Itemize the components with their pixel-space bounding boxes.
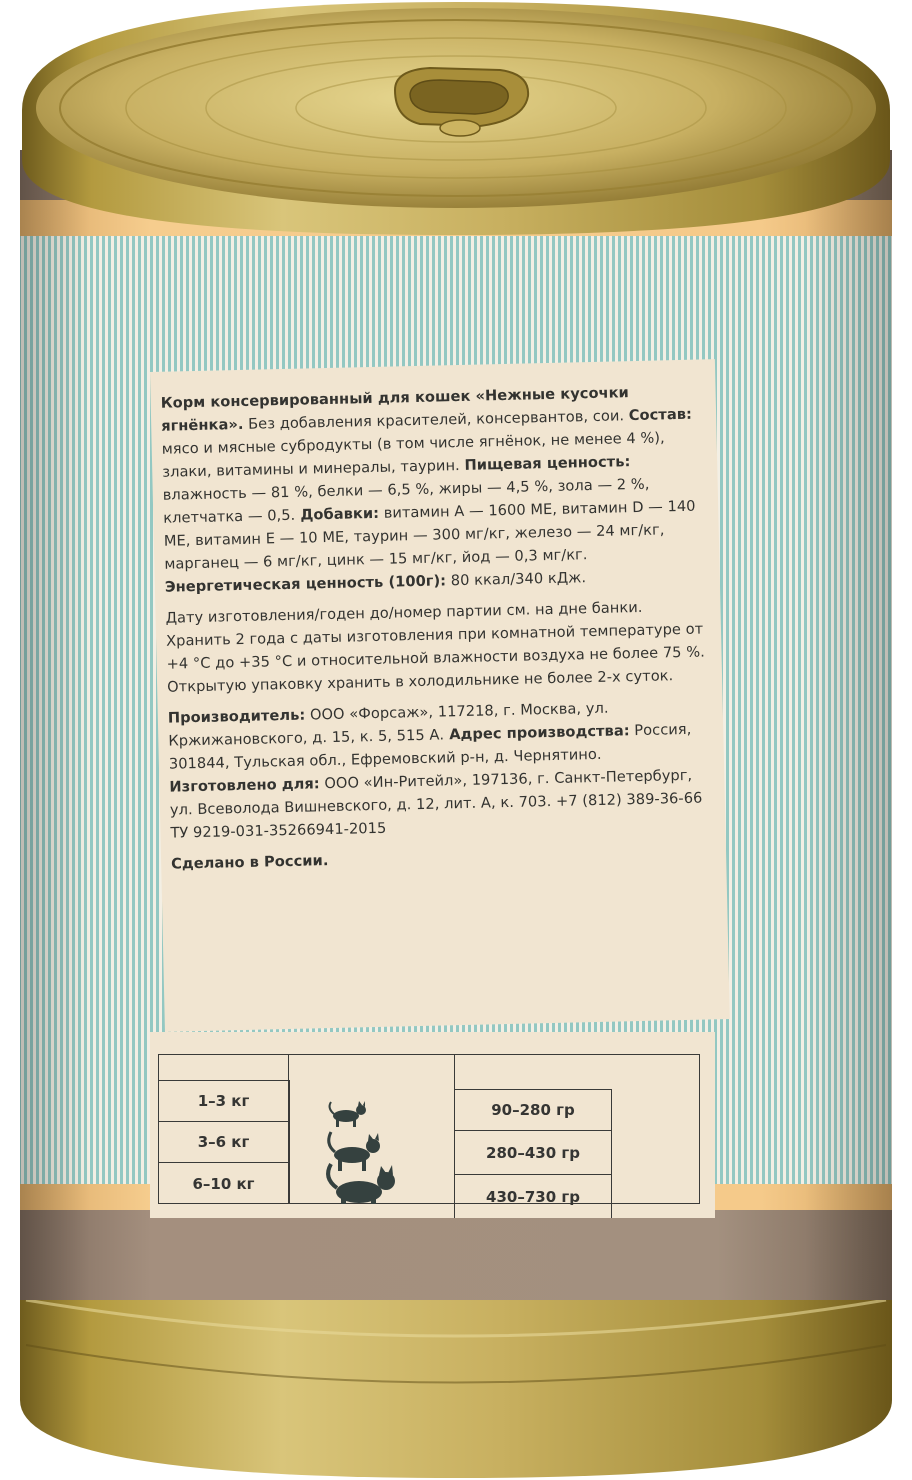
weight-cell [158,1080,290,1122]
cats-group [289,1054,453,1204]
manufacturer-text: ООО «Форсаж», 117218, г. Москва, ул. Кржижановского, д. 15, к. 5, 515 А. [168,699,609,750]
additives-text: витамин А — 1600 МЕ, витамин D — 140 МЕ, витамин Е — 10 МЕ, таурин — 300 мг/кг, железо — 24 мг/кг, марганец — 6 мг/кг, цинк — 15 мг/кг, йод — 0,3 мг/кг. [163,497,696,573]
made-for-text: ООО «Ин-Ритейл», 197136, г. Санкт-Петербург, ул. Всеволода Вишневского, д. 12, лит. А, к. 703. +7 (812) 389-36-66 [169,766,703,819]
storage-text: Дату изготовления/годен до/номер партии см. на дне банки. Хранить 2 года с даты изготовления при комнатной температуре от +4 °С до +35 °С и относительной влажности воздуха не более 75 %. Открытую упаковку хранить в холодильнике не более 2-х суток. [165,598,706,696]
made-in-block [171,840,712,875]
energy-text: 80 ккал/340 кДж. [445,569,587,590]
weight-label: 3–6 кг [197,1133,250,1151]
made-in: Сделано в России. [170,852,329,873]
additives-title: Добавки: [295,504,380,524]
weight-cell [158,1162,290,1204]
product-description [160,379,706,598]
cat-small-icon [330,1101,366,1127]
manufacturer-block [168,694,712,844]
made-for-title: Изготовлено для: [169,775,320,796]
weight-label: 1–3 кг [197,1092,250,1110]
manufacturer-title: Производитель: [167,706,306,727]
cat-icons-column [288,1054,455,1204]
product-note: Без добавления красителей, консервантов, сои. [243,407,625,433]
portion-label: 430–730 гр [486,1187,580,1206]
cat-medium-icon [329,1132,380,1171]
feeding-table [150,1032,715,1218]
energy-title: Энергетическая ценность (100г): [164,572,447,596]
weight-label: 6–10 кг [192,1174,255,1193]
portion-label: 280–430 гр [486,1143,580,1162]
composition-text: мясо и мясные субродукты (в том числе ягнёнок, не менее 4 %), злаки, витамины и минералы, таурин. [161,429,665,481]
product-name: Корм консервированный для кошек «Нежные кусочки ягнёнка». [160,384,630,435]
nutrition-text: влажность — 81 %, белки — 6,5 %, жиры — 4,5 %, зола — 2 %, клетчатка — 0,5. [162,475,650,527]
tu-code: ТУ 9219-031-35266941-2015 [170,819,387,842]
nutrition-title: Пищевая ценность: [464,453,631,474]
portion-cell [454,1089,612,1131]
portion-cell [454,1174,612,1218]
production-title: Адрес производства: [443,722,630,744]
production-text: Россия, 301844, Тульская обл., Ефремовский р-н, д. Чернятино. [168,720,692,773]
portion-label: 90–280 гр [491,1101,575,1119]
weight-cell [158,1121,290,1163]
info-label [150,359,730,1032]
portion-cell [454,1130,612,1175]
composition-title: Состав: [628,405,693,425]
